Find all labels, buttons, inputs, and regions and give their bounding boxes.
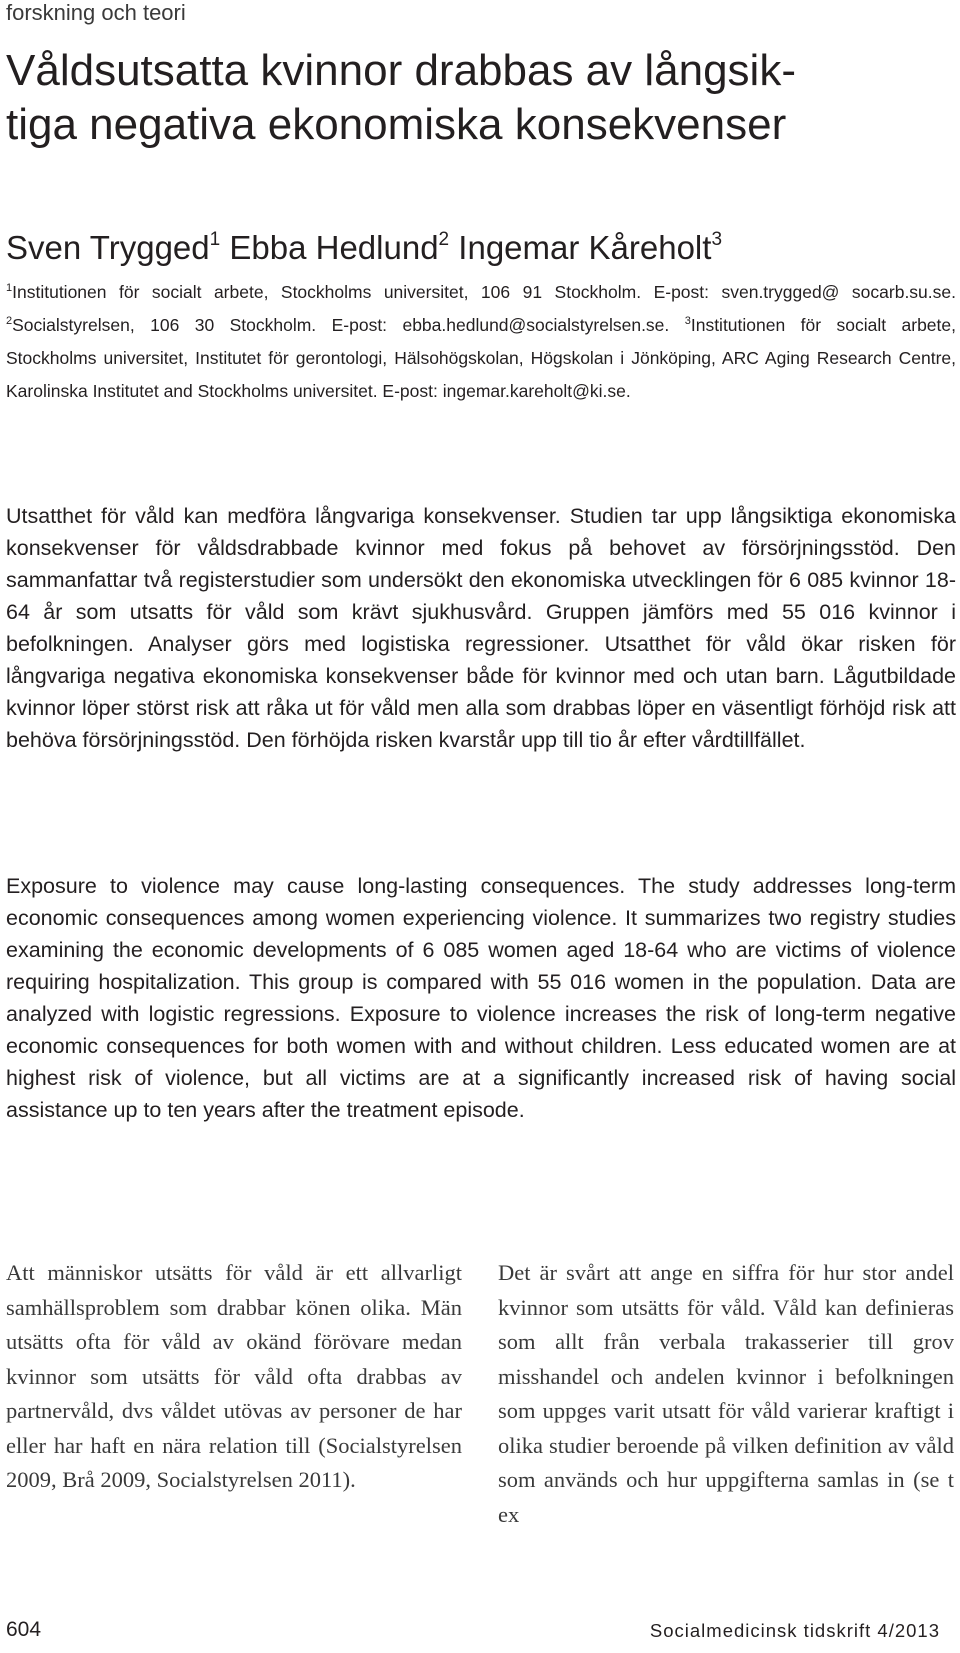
author-mark: 2 [438, 229, 450, 250]
author-mark: 1 [209, 229, 221, 250]
abstract-swedish: Utsatthet för våld kan medföra långvariga konsekvenser. Studien tar upp långsiktiga ekonomiska konsekvenser för våldsdrabbade kvinnor med fokus på behovet av försörjningsstöd. Den sammanfattar två registerstudier som undersökt den ekonomiska utvecklingen för 6 085 kvinnor 18-64 år som utsatts för våld som krävt sjukhusvård. Gruppen jämförs med 55 016 kvinnor i befolkningen. Analyser görs med logistiska regressioner. Utsatthet för våld ökar risken för långvariga negativa ekonomiska konsekvenser både för kvinnor med och utan barn. Lågutbildade kvinnor löper störst risk att råka ut för våld men alla som drabbas löper en väsentligt förhöjd risk att behöva försörjningsstöd. Den förhöjda risken kvarstår upp till tio år efter vårdtillfället. [6, 504, 956, 752]
article-title-line: Våldsutsatta kvinnor drabbas av långsik- [6, 46, 796, 95]
page-number: 604 [6, 1618, 42, 1641]
article-title-line: tiga negativa ekonomiska konsekvenser [6, 100, 787, 149]
author-mark: 3 [711, 229, 723, 250]
author-name: Ingemar Kåreholt [458, 229, 712, 266]
author-name: Ebba Hedlund [229, 229, 439, 266]
affiliation-mark: 1 [6, 282, 13, 294]
affiliation-text: Socialstyrelsen, 106 30 Stockholm. E-post: ebba.hedlund@socialstyrelsen.se. [12, 315, 670, 335]
affiliation-text: Institutionen för socialt arbete, Stockholms universitet, Institutet för gerontologi, Hälsohögskolan, Högskolan i Jönköping, ARC Aging Research Centre, Karolinska Institutet and Stockholms universitet. E-post: ingemar.kareholt@ki.se. [6, 315, 956, 401]
body-column-right: Det är svårt att ange en siffra för hur stor andel kvinnor som utsätts för våld. Våld kan definieras som allt från verbala trakasserier till grov misshandel och andelen kvinnor i befolkningen som uppges varit utsatt för våld varierar kraftigt i olika studier beroende på vilken definition av våld som används och hur uppgifterna samlas in (se t ex [498, 1260, 954, 1527]
author-name: Sven Trygged [6, 229, 210, 266]
journal-name: Socialmedicinsk tidskrift 4/2013 [649, 1620, 940, 1641]
affiliations [6, 276, 956, 408]
abstract-english: Exposure to violence may cause long-lasting consequences. The study addresses long-term economic consequences among women experiencing violence. It summarizes two registry studies examining the economic developments of 6 085 women aged 18-64 who are victims of violence requiring hospitalization. This group is compared with 55 016 women in the population. Data are analyzed with logistic regressions. Exposure to violence increases the risk of long-term negative economic consequences for both women with and without children. Less educated women are at highest risk of violence, but all victims are at a significantly increased risk of having social assistance up to ten years after the treatment episode. [6, 874, 956, 1122]
body-column-left: Att människor utsätts för våld är ett allvarligt samhällsproblem som drabbar könen olika. Män utsätts ofta för våld av okänd förövare medan kvinnor som utsätts för våld ofta drabbas av partnervåld, dvs våldet utövas av personer de har eller har haft en nära relation till (Socialstyrelsen 2009, Brå 2009, Socialstyrelsen 2011). [6, 1260, 462, 1492]
article-title [6, 44, 936, 152]
affiliation-mark: 2 [6, 315, 13, 327]
affiliation-text: Institutionen för socialt arbete, Stockholms universitet, 106 91 Stockholm. E-post: sven.trygged@ socarb.su.se. [12, 282, 956, 302]
author-list [6, 228, 936, 268]
affiliation-mark: 3 [684, 315, 691, 327]
section-label: forskning och teori [6, 0, 186, 25]
